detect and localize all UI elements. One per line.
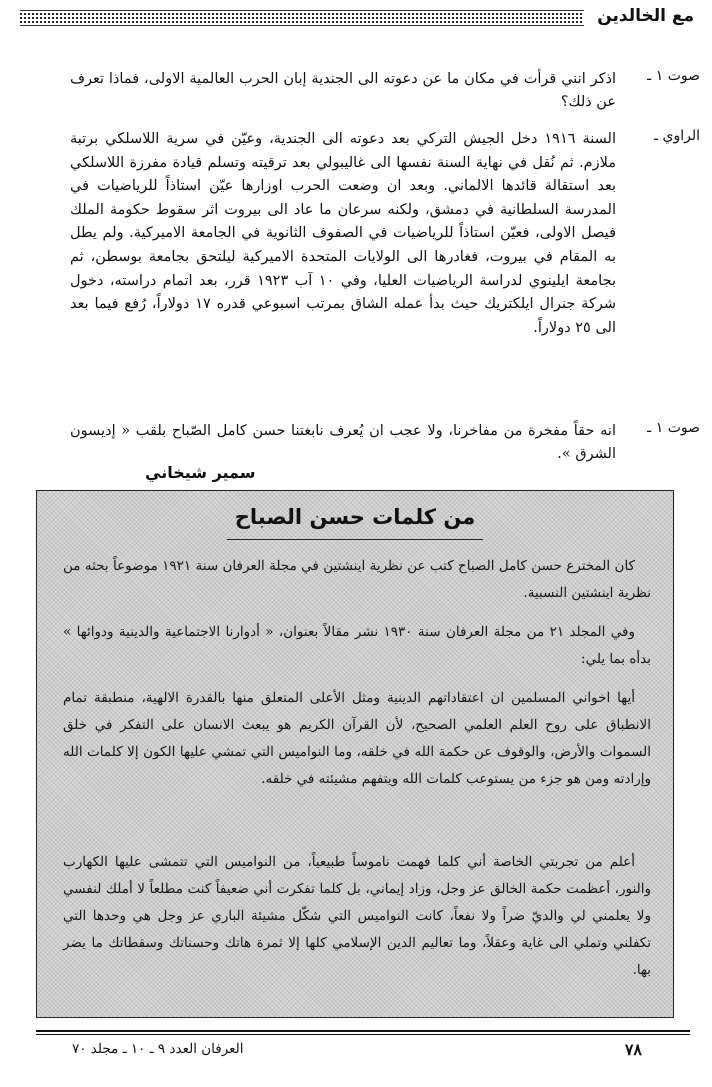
quotation-box	[36, 490, 674, 1018]
speaker-label: صوت ١ ـ	[647, 68, 700, 84]
dialogue-entry	[60, 128, 700, 340]
footer-rule-thin	[36, 1034, 690, 1035]
dialogue-entry	[60, 420, 700, 465]
footer-rule	[36, 1030, 690, 1032]
box-paragraph: أيها اخواني المسلمين ان اعتقاداتهم الدينية ومثل الأعلى المتعلق منها بالقدرة الالهية، منطبقة تمام الانطباق على روح العلم العلمي الصحيح، لأن القرآن الكريم هو يبعث الانسان على التفكر في خلق السموات والأرض، والوقوف عن حكمة الله في خلقه، وما النواميس التي تمشي عليها الكون إلا كلمات الله وإرادته ومن هو جزء من يستوعب كلمات الله ويتفهم مشيئته في خلقه.	[63, 690, 651, 787]
box-title: من كلمات حسن الصباح	[234, 505, 476, 529]
speech-text: انه حقاً مفخرة من مفاخرنا، ولا عجب ان يُعرف نابغتنا حسن كامل الصّباح بلقب « إديسون الشرق ».	[70, 423, 616, 462]
header-decorative-band	[20, 10, 584, 26]
speaker-label: صوت ١ ـ	[647, 420, 700, 436]
box-paragraph: أعلم من تجربتي الخاصة أني كلما فهمت ناموساً طبيعياً، من النواميس التي تتمشى عليها الكهارب والنور، أعظمت حكمة الخالق عز وجل، وزاد إيماني، بل كلما تفكرت أني ضعيفاً كنت مطلعاً لا أملك لنفسي ولا يعلمني لي والديّ ضراً ولا نفعاً، كانت النواميس التي شكّل مشيئة الباري عز وجل هي وحدها التي تكفلني وتملي الى غاية وعقلاً، وما تعاليم الدين الإسلامي كلها إلا ثمرة هاتك وحسناتك وسقطاتك ما يضر بها.	[63, 854, 651, 978]
box-title-underline	[227, 539, 483, 540]
running-header-title: مع الخالدين	[597, 6, 694, 26]
author-signature: سمير شيخاني	[145, 463, 256, 482]
box-paragraph: كان المخترع حسن كامل الصباح كتب عن نظرية اينشتين في مجلة العرفان سنة ١٩٢١ موضوعاً بحثه من نظرية اينشتين النسبية.	[63, 558, 651, 601]
speech-text: اذكر انني قرأت في مكان ما عن دعوته الى الجندية إبان الحرب العالمية الاولى، فماذا تعرف عن ذلك؟	[70, 71, 616, 110]
speaker-label: الراوي ـ	[653, 128, 700, 144]
dialogue-entry	[60, 68, 700, 113]
page-number: ٧٨	[624, 1040, 642, 1059]
box-paragraph: وفي المجلد ٢١ من مجلة العرفان سنة ١٩٣٠ نشر مقالاً بعنوان، « أدوارنا الاجتماعية والدينية ودوائها » بدأه بما يلي:	[63, 624, 651, 667]
speech-text: السنة ١٩١٦ دخل الجيش التركي بعد دعوته الى الجندية، وعيّن في سرية اللاسلكي برتبة ملازم. ثم نُقل في نهاية السنة نفسها الى غاليبولي بعد ترقيته وتسلم قيادة مفرزة اللاسلكي بعد استقالة قائدها الالماني. وبعد ان وضعت الحرب اوزارها عيّن استاذاً للرياضيات في المدرسة السلطانية في دمشق، ولكنه سرعان ما عاد الى بيروت اثر سقوط حكومة الملك فيصل الاولى، فعيّن استاذاً للرياضيات في الصفوف الثانوية في الجامعة الاميركية. ولم يطل به المقام في بيروت، فغادرها الى الولايات المتحدة الاميركية ليلتحق بجامعة بوسطن، ثم بجامعة ايلينوي لدراسة الرياضيات العليا، وفي ١٠ آب ١٩٢٣ قرر، بعد اتمام دراسته، دخول شركة جنرال ايلكتريك حيث بدأ عمله الشاق بمرتب اسبوعي قدره ١٧ دولاراً، رُفع فيما بعد الى ٢٥ دولاراً.	[70, 131, 616, 336]
footer-issue-info: العرفان العدد ٩ ـ ١٠ ـ مجلد ٧٠	[72, 1041, 244, 1057]
